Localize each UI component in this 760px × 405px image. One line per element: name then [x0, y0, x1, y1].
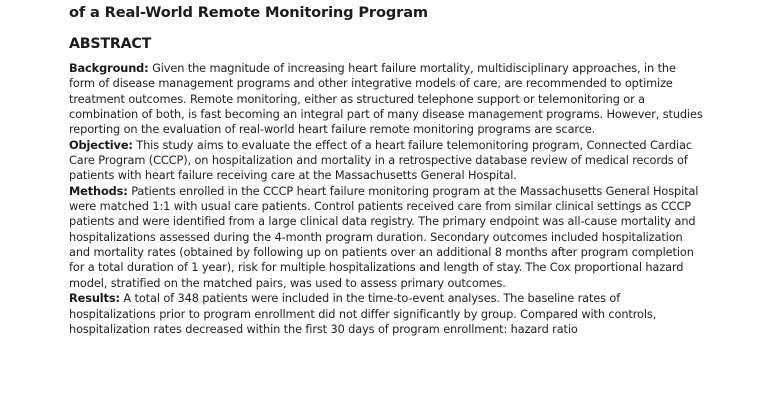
abstract-objective — [69, 138, 705, 184]
abstract-body — [69, 61, 705, 337]
methods-text: Patients enrolled in the CCCP heart failure monitoring program at the Massachusetts General Hospital were matched 1:1 with usual care patients. Control patients received care from similar clinical settings as CCCP patients and were identified from a large clinical data registry. The primary endpoint was all-cause mortality and hospitalizations assessed during the 4-month program duration. Secondary outcomes included hospitalization and mortality rates (obtained by following up on patients over an additional 8 months after program completion for a total duration of 1 year), risk for multiple hospitalizations and length of stay. The Cox proportional hazard model, stratified on the matched pairs, was used to assess primary outcomes. — [69, 183, 699, 290]
methods-label: Methods: — [69, 183, 128, 198]
results-label: Results: — [69, 291, 120, 306]
objective-text: This study aims to evaluate the effect of a heart failure telemonitoring program, Connected Cardiac Care Program (CCCP), on hospitalization and mortality in a retrospective database review of medical records of patients with heart failure receiving care at the Massachusetts General Hospital. — [69, 137, 693, 183]
background-text: Given the magnitude of increasing heart failure mortality, multidisciplinary approaches, in the form of disease management programs and other integrative models of care, are recommended to optimize treatment outcomes. Remote monitoring, either as structured telephone support or telemonitoring or a combination of both, is fast becoming an integral part of many disease management programs. However, studies reporting on the evaluation of real-world heart failure remote monitoring programs are scarce. — [69, 61, 703, 137]
abstract-methods — [69, 184, 705, 291]
results-text: A total of 348 patients were included in the time-to-event analyses. The baseline rates of hospitalizations prior to program enrollment did not differ significantly by group. Compared with controls, hospitalization rates decreased within the first 30 days of program enrollment: hazard ratio — [69, 291, 657, 336]
abstract-results — [69, 291, 705, 337]
objective-label: Objective: — [69, 137, 133, 152]
paper-title: of a Real-World Remote Monitoring Program — [69, 4, 428, 21]
abstract-heading: ABSTRACT — [69, 36, 152, 52]
background-label: Background: — [69, 61, 149, 75]
abstract-background — [69, 61, 705, 138]
